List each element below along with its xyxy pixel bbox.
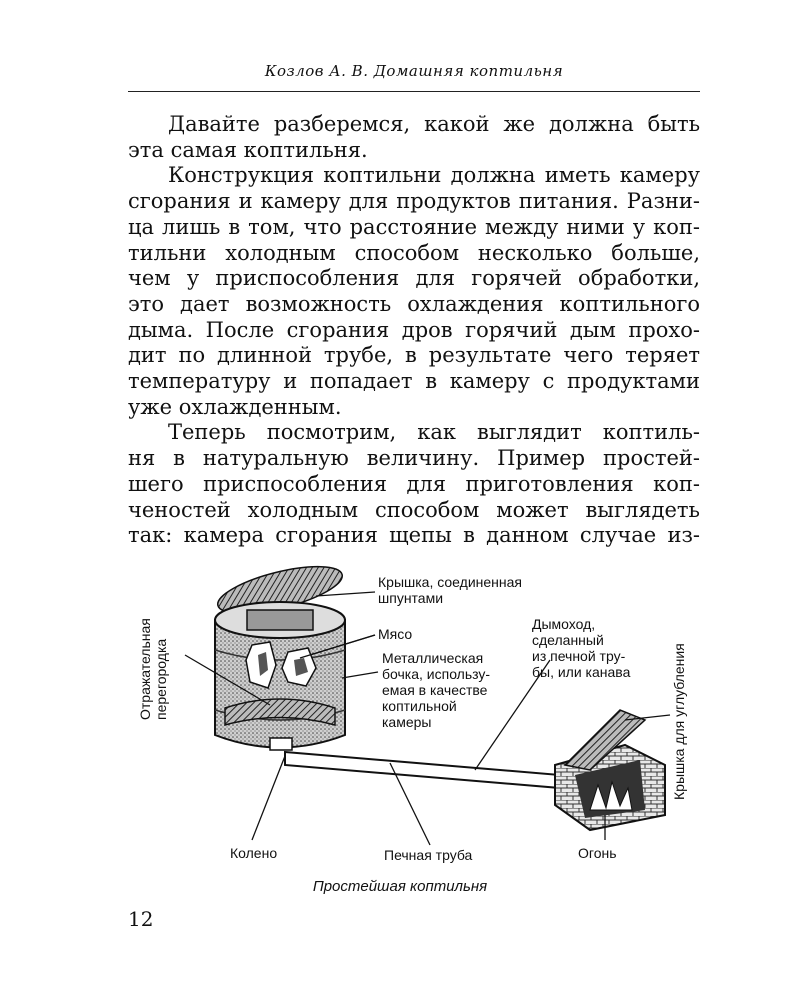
text-line: эта самая коптильня. (128, 137, 368, 162)
text-line: уже охлажденным. (128, 394, 342, 419)
text-line: Давайте разберемся, какой же должна быть (168, 112, 700, 136)
reflector-label: Отражательная перегородка (137, 618, 169, 720)
paragraph (128, 163, 700, 420)
paragraph (128, 420, 700, 549)
running-header: Козлов А. В. Домашняя коптильня (264, 62, 564, 80)
elbow-opening (270, 738, 292, 750)
page-number: 12 (128, 907, 154, 931)
meat-label: Мясо (378, 626, 413, 642)
text-line: температуру и попадает в камеру с продуктами (128, 369, 700, 394)
figure-caption: Простейшая коптильня (312, 878, 488, 895)
pipe-label: Печная труба (384, 847, 473, 863)
barrel-label: Металлическая бочка, использу- емая в качестве коптильной камеры (382, 650, 491, 730)
header-rule (128, 91, 700, 92)
text-line: дит по длинной трубе, в результате чего теряет (128, 343, 700, 368)
text-line: тильни холодным способом несколько больше, (128, 240, 700, 265)
text-line: сгорания и камеру для продуктов питания. Разни- (128, 189, 700, 214)
chimney-label: Дымоход, сделанный из печной тру- бы, или канава (532, 616, 631, 680)
body-text (128, 112, 700, 549)
text-line: ца лишь в том, что расстояние между ними у коп- (128, 214, 700, 239)
lid-label: Крышка, соединенная шпунтами (378, 574, 522, 606)
text-line: чем у приспособления для горячей обработки, (128, 266, 700, 291)
smokehouse-figure (120, 560, 700, 890)
stove-pipe (285, 752, 560, 788)
text-line: Конструкция коптильни должна иметь камеру (168, 163, 700, 188)
text-line: дыма. После сгорания дров горячий дым прохо- (128, 317, 700, 342)
barrel-grate (247, 610, 313, 630)
elbow-label: Колено (230, 845, 278, 861)
paragraph (128, 112, 700, 163)
text-line: Теперь посмотрим, как выглядит коптиль- (168, 420, 700, 445)
text-line: шего приспособления для приготовления коп- (128, 471, 700, 496)
fire-label: Огонь (578, 845, 617, 861)
text-line: это дает возможность охлаждения коптильного (128, 291, 700, 316)
pit-lid-label: Крышка для углубления (671, 643, 687, 800)
text-line: ченостей холодным способом может выглядеть (128, 497, 700, 522)
text-line: так: камера сгорания щепы в данном случае из- (128, 523, 700, 548)
text-line: ня в натуральную величину. Пример простей- (128, 446, 700, 471)
